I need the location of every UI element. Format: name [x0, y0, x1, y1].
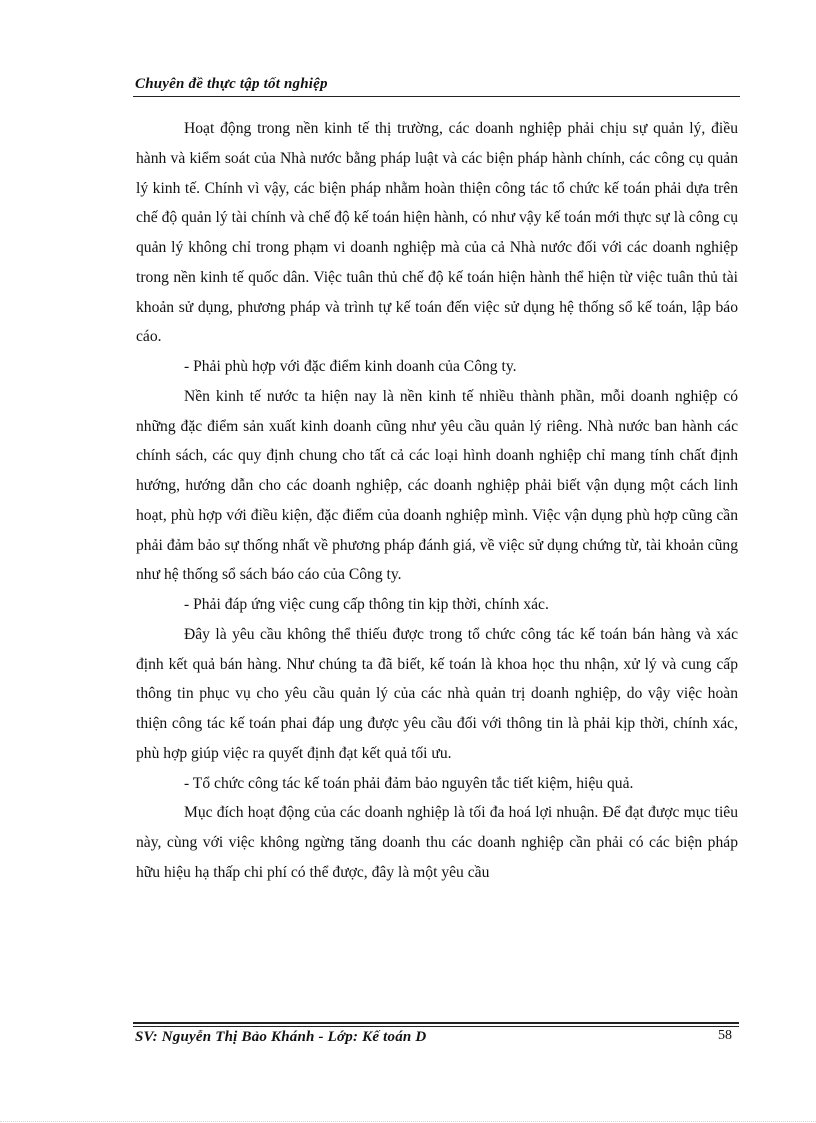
- bullet-paragraph: - Phải đáp ứng việc cung cấp thông tin kịp thời, chính xác.: [184, 596, 549, 613]
- body-text: [136, 114, 738, 888]
- header-rule: [133, 96, 740, 97]
- header-title: Chuyên đề thực tập tốt nghiệp: [135, 76, 328, 92]
- bullet-paragraph: - Phải phù hợp với đặc điểm kinh doanh của Công ty.: [184, 358, 517, 375]
- footer-rule-thin: [133, 1026, 739, 1027]
- paragraph: Nền kinh tế nước ta hiện nay là nền kinh tế nhiều thành phần, mỗi doanh nghiệp có những đặc điểm sản xuất kinh doanh cũng như yêu cầu quản lý riêng. Nhà nước ban hành các chính sách, các quy định chung cho tất cả các loại hình doanh nghiệp chỉ mang tính chất định hướng, hướng dẫn cho các doanh nghiệp, các doanh nghiệp phải biết vận dụng một cách linh hoạt, phù hợp với điều kiện, đặc điểm của doanh nghiệp mình. Việc vận dụng phù hợp cũng cần phải đảm bảo sự thống nhất về phương pháp đánh giá, về việc sử dụng chứng từ, tài khoản cũng như hệ thống sổ sách báo cáo của Công ty.: [136, 387, 738, 584]
- page-bottom-edge: [0, 1121, 816, 1122]
- paragraph: Đây là yêu cầu không thể thiếu được trong tổ chức công tác kế toán bán hàng và xác định kết quả bán hàng. Như chúng ta đã biết, kế toán là khoa học thu nhận, xử lý và cung cấp thông tin phục vụ cho yêu cầu quản lý của các nhà quản trị doanh nghiệp, do vậy việc hoàn thiện công tác kế toán phai đáp ung được yêu cầu đối với thông tin là phải kịp thời, chính xác, phù hợp giúp việc ra quyết định đạt kết quả tối ưu.: [136, 625, 738, 762]
- paragraph: Mục đích hoạt động của các doanh nghiệp là tối đa hoá lợi nhuận. Để đạt được mục tiêu này, cùng với việc không ngừng tăng doanh thu các doanh nghiệp cần phải có các biện pháp hữu hiệu hạ thấp chi phí có thể được, đây là một yêu cầu: [136, 804, 738, 881]
- paragraph: Hoạt động trong nền kinh tế thị trường, các doanh nghiệp phải chịu sự quản lý, điều hành và kiểm soát của Nhà nước bằng pháp luật và các biện pháp hành chính, các công cụ quản lý kinh tế. Chính vì vậy, các biện pháp nhằm hoàn thiện công tác tổ chức kế toán phải dựa trên chế độ quản lý tài chính và chế độ kế toán hiện hành, có như vậy kế toán mới thực sự là công cụ quản lý không chỉ trong phạm vi doanh nghiệp mà của cả Nhà nước đối với các doanh nghiệp trong nền kinh tế quốc dân. Việc tuân thủ chế độ kế toán hiện hành thể hiện từ việc tuân thủ tài khoản sử dụng, phương pháp và trình tự kế toán đến việc sử dụng hệ thống sổ kế toán, lập báo cáo.: [136, 120, 738, 346]
- page-number: 58: [718, 1028, 732, 1043]
- footer-rule: [133, 1022, 739, 1024]
- footer-student-info: SV: Nguyễn Thị Bảo Khánh - Lớp: Kế toán D: [135, 1029, 427, 1045]
- bullet-paragraph: - Tổ chức công tác kế toán phải đảm bảo nguyên tắc tiết kiệm, hiệu quả.: [184, 774, 634, 792]
